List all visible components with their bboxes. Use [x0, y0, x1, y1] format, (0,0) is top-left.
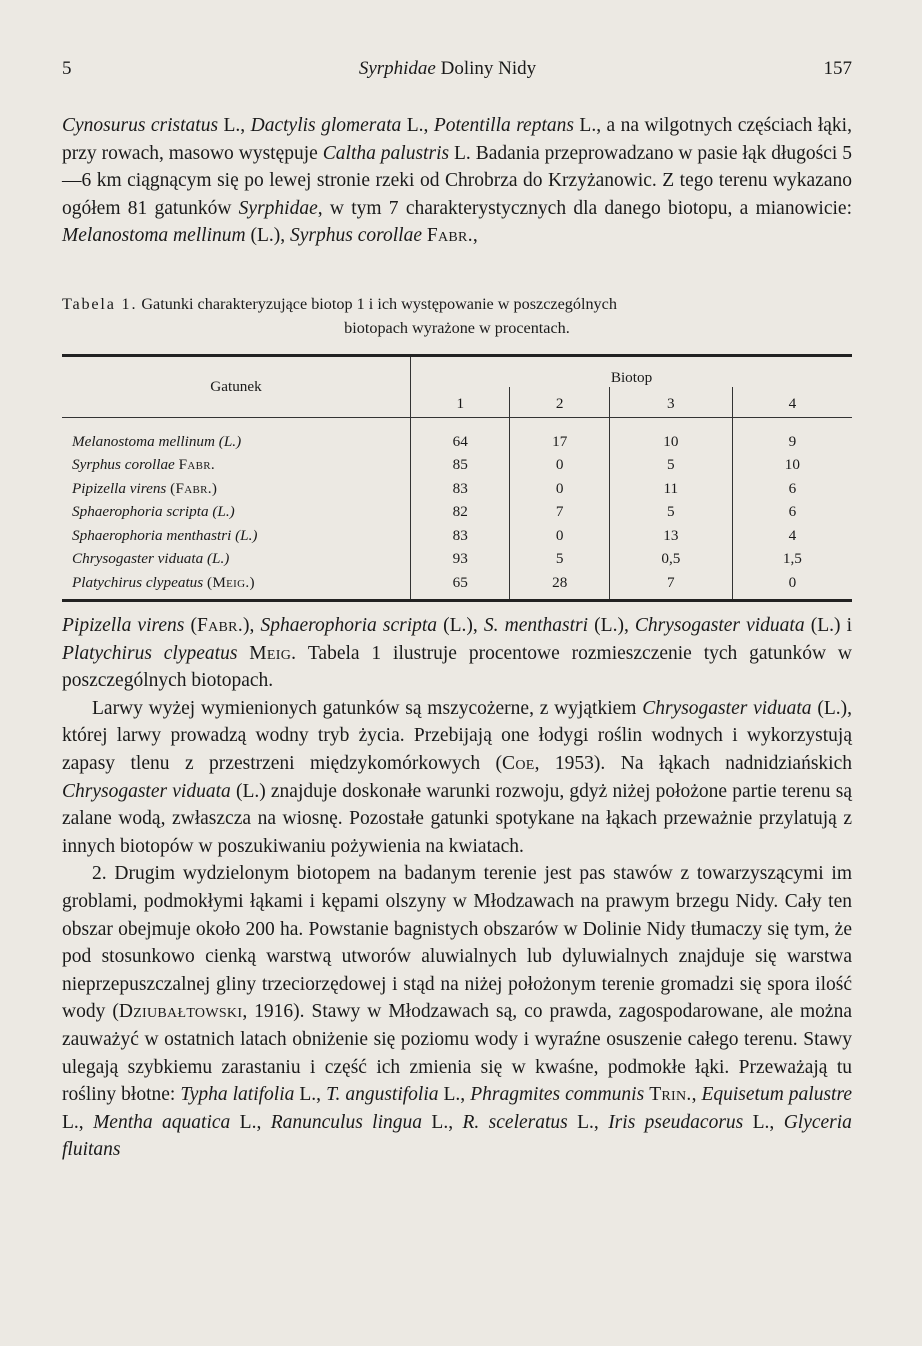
value-cell-biotop-3: 5	[609, 501, 732, 525]
taxon-name: T. angustifolia	[326, 1084, 439, 1106]
page-number-right: 157	[823, 58, 852, 79]
species-name-cell	[62, 477, 411, 501]
table-row	[62, 501, 852, 525]
value-cell-biotop-2: 0	[510, 524, 609, 548]
value-cell-biotop-1: 83	[411, 477, 510, 501]
species-author: (L.)	[218, 432, 242, 450]
text: ,	[691, 1084, 702, 1106]
taxon-name: Mentha aquatica	[93, 1111, 231, 1133]
header-col-4: 4	[732, 387, 852, 418]
value-cell-biotop-2: 0	[510, 477, 609, 501]
running-title-italic: Syrphidae	[358, 58, 436, 79]
text: (L.),	[588, 615, 635, 636]
value-cell-biotop-4: 1,5	[732, 548, 852, 572]
text: L., a na wilgotnych częściach łąki, przy rowach, masowo występuje	[62, 115, 852, 164]
species-name-cell	[62, 571, 411, 599]
species-name-cell	[62, 418, 411, 454]
taxon-name: Iris pseudacorus	[608, 1111, 744, 1133]
taxon-name: Platychirus clypeatus	[62, 642, 238, 664]
header-col-2: 2	[510, 387, 609, 418]
species-genus: Syrphus corollae	[72, 456, 175, 474]
species-author: (Fabr.)	[170, 479, 218, 497]
value-cell-biotop-1: 64	[411, 418, 510, 454]
value-cell-biotop-3: 11	[609, 477, 732, 501]
species-author: (L.)	[235, 526, 258, 544]
value-cell-biotop-2: 7	[510, 501, 609, 525]
taxon-name: Syrphidae	[238, 197, 318, 219]
table-row	[62, 571, 852, 599]
taxon-name: Chrysogaster viduata	[634, 615, 805, 636]
table-row	[62, 548, 852, 572]
table-row	[62, 418, 852, 454]
value-cell-biotop-1: 83	[411, 524, 510, 548]
text: L.,	[438, 1084, 471, 1106]
species-table	[62, 354, 852, 602]
species-author: (L.)	[212, 503, 235, 521]
value-cell-biotop-3: 10	[609, 418, 732, 454]
header-species: Gatunek	[62, 357, 411, 418]
value-cell-biotop-4: 0	[732, 571, 852, 599]
text: ,	[472, 225, 478, 247]
text: L.,	[743, 1111, 784, 1133]
value-cell-biotop-4: 6	[732, 501, 852, 525]
value-cell-biotop-2: 0	[510, 454, 609, 478]
paragraph-1	[62, 112, 852, 250]
value-cell-biotop-1: 85	[411, 454, 510, 478]
text: (L.) znajduje doskonałe warunki rozwoju, gdyż niżej położone partie terenu są zalane wodą, zwłaszcza na wiosnę. Pozostałe gatunki spotykane na łąkach przeważnie przylatują z innych biotopów w poszukiwaniu pożywienia na kwiatach.	[62, 780, 852, 857]
text: L.,	[567, 1111, 609, 1133]
value-cell-biotop-3: 13	[609, 524, 732, 548]
species-name-cell	[62, 501, 411, 525]
species-genus: Chrysogaster viduata	[72, 550, 204, 568]
taxon-name: R. sceleratus	[462, 1111, 568, 1133]
table-caption	[62, 292, 852, 340]
table-row	[62, 454, 852, 478]
text: L.,	[218, 115, 251, 136]
text: Larwy wyżej wymienionych gatunków są mszycożerne, z wyjątkiem	[92, 697, 643, 719]
taxon-name: Cynosurus cristatus	[62, 115, 219, 136]
value-cell-biotop-2: 17	[510, 418, 609, 454]
text: Tabela 1 ilustruje procentowe rozmieszczenie tych gatunków w poszczególnych biotopach.	[62, 642, 852, 692]
table-row	[62, 477, 852, 501]
species-name-cell	[62, 454, 411, 478]
value-cell-biotop-2: 28	[510, 571, 609, 599]
value-cell-biotop-4: 9	[732, 418, 852, 454]
species-genus: Melanostoma mellinum	[72, 432, 215, 450]
species-name-cell	[62, 524, 411, 548]
value-cell-biotop-1: 93	[411, 548, 510, 572]
table-row	[62, 524, 852, 548]
table-body	[62, 418, 852, 599]
text: L. Badania przeprowadzano w pasie łąk długości 5—6 km ciągnącym się po lewej stronie rzeki od Chrobrza do Krzyżanowic. Z tego terenu wykazano ogółem 81 gatunków	[62, 142, 852, 219]
taxon-name: Pipizella virens	[62, 615, 185, 636]
species-genus: Sphaerophoria scripta	[72, 503, 209, 521]
header-col-3: 3	[609, 387, 732, 418]
text: L.,	[294, 1084, 327, 1106]
taxon-name: S. menthastri	[483, 615, 589, 636]
author-name: Coe	[502, 752, 535, 774]
species-author: Fabr.	[178, 456, 215, 474]
species-author: (L.)	[207, 550, 230, 568]
text: L.,	[62, 1111, 94, 1133]
value-cell-biotop-3: 0,5	[609, 548, 732, 572]
text	[237, 643, 249, 664]
running-title-rest: Doliny Nidy	[435, 58, 537, 79]
header-biotop: Biotop	[411, 357, 853, 387]
caption-label: Tabela 1.	[62, 295, 138, 313]
taxon-name: Sphaerophoria scripta	[260, 615, 438, 636]
species-genus: Sphaerophoria menthastri	[72, 526, 232, 544]
author-name: Meig.	[249, 642, 297, 664]
running-title	[359, 58, 536, 80]
author-name: Fabr.	[426, 225, 473, 247]
taxon-name: Chrysogaster viduata	[62, 780, 231, 802]
value-cell-biotop-4: 6	[732, 477, 852, 501]
text: (L.),	[245, 225, 291, 247]
value-cell-biotop-3: 5	[609, 454, 732, 478]
species-table-grid	[62, 357, 852, 599]
running-header	[62, 58, 852, 80]
caption-line-2: biotopach wyrażone w procentach.	[344, 319, 570, 337]
author-name: Fabr.	[196, 615, 243, 636]
text: 2. Drugim wydzielonym biotopem na badanym terenie jest pas stawów z towarzyszącymi im groblami, podmokłymi łąkami i kępami olszyny w Młodzawach na prawym brzegu Nidy. Cały ten obszar obejmuje około 200 ha. Powstanie bagnistych obszarów w Dolinie Nidy tłumaczy się tym, że pod stosunkowo cienką warstwą utworów aluwialnych lub dyluwialnych znajduje się warstwa nieprzepuszczalnej gliny trzeciorzędowej i stąd na niżej położonym terenie gromadzi się spora ilość wody (	[62, 863, 852, 1023]
taxon-name: Equisetum palustre	[701, 1084, 852, 1106]
text: L.,	[401, 115, 434, 136]
taxon-name: Caltha palustris	[322, 142, 450, 164]
author-name: Trin.	[649, 1084, 692, 1106]
text: L.,	[230, 1111, 271, 1133]
value-cell-biotop-4: 4	[732, 524, 852, 548]
value-cell-biotop-2: 5	[510, 548, 609, 572]
text: L.,	[422, 1111, 463, 1133]
text: , 1953). Na łąkach nadnidziańskich	[534, 752, 852, 774]
taxon-name: Chrysogaster viduata	[642, 697, 812, 719]
text: (L.) i	[804, 615, 853, 636]
taxon-name: Melanostoma mellinum	[62, 225, 246, 247]
value-cell-biotop-1: 65	[411, 571, 510, 599]
species-author: (Meig.)	[206, 573, 255, 591]
text: ),	[243, 615, 261, 636]
species-genus: Platychirus clypeatus	[72, 573, 204, 591]
text: (L.),	[437, 615, 484, 636]
taxon-name: Glyceria fluitans	[62, 1111, 852, 1161]
value-cell-biotop-4: 10	[732, 454, 852, 478]
species-name-cell	[62, 548, 411, 572]
taxon-name: Typha latifolia	[180, 1084, 295, 1106]
taxon-name: Syrphus corollae	[290, 225, 422, 247]
taxon-name: Potentilla reptans	[433, 115, 574, 136]
taxon-name: Ranunculus lingua	[270, 1111, 423, 1133]
caption-line-1: Gatunki charakteryzujące biotop 1 i ich występowanie w poszczególnych	[137, 295, 617, 313]
text: (	[184, 615, 197, 636]
taxon-name: Phragmites communis	[470, 1084, 645, 1106]
text: , w tym 7 charakterystycznych dla danego biotopu, a mianowicie:	[317, 197, 852, 219]
value-cell-biotop-1: 82	[411, 501, 510, 525]
text: (L.), której larwy prowadzą wodny tryb życia. Przebijają one łodygi roślin wodnych i wykorzystują zapasy tlenu z przestrzeni międzykomórkowych (	[62, 697, 852, 774]
page-number-left: 5	[62, 58, 72, 79]
species-genus: Pipizella virens	[72, 479, 167, 497]
value-cell-biotop-3: 7	[609, 571, 732, 599]
paragraph-2	[62, 612, 852, 1164]
author-name: Dziubałtowski	[118, 1001, 243, 1023]
taxon-name: Dactylis glomerata	[250, 115, 402, 136]
text: , 1916). Stawy w Młodzawach są, co prawda, zagospodarowane, ale można zauważyć w ostatnich latach obniżenie się poziomu wody i wyraźne osuszenie całego terenu. Stawy ulegają szybkiemu zarastaniu i część ich zmienia się w kwaśne, podmokłe łąki. Przeważają tu rośliny błotne:	[62, 1001, 852, 1106]
header-col-1: 1	[411, 387, 510, 418]
